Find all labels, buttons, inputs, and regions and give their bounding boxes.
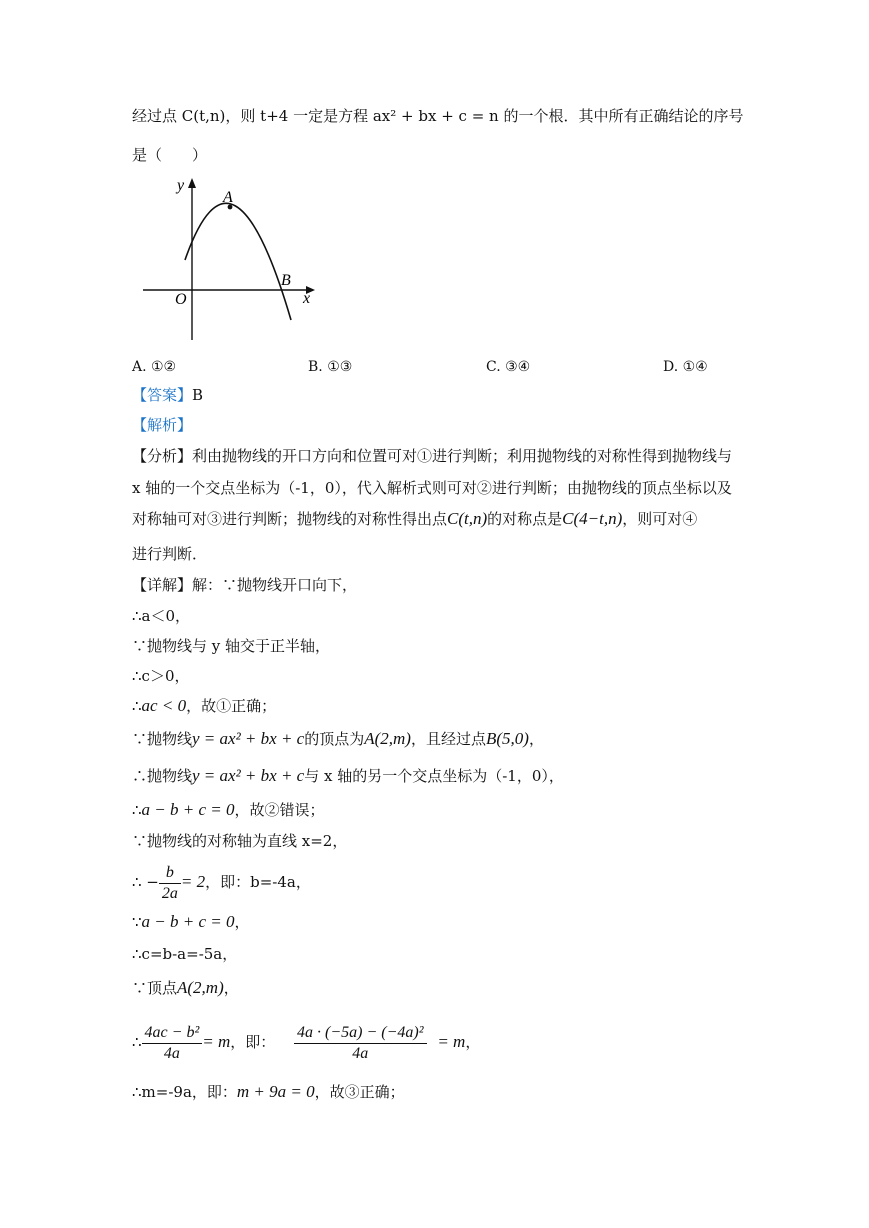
axis-fraction	[159, 863, 181, 904]
vertex-a-expr: A(2,m)	[364, 729, 411, 748]
parabola-equation: y = ax² + bx + c	[192, 729, 305, 748]
detail-line-14-comma: ，	[465, 1033, 481, 1051]
answer-value: B	[192, 386, 204, 404]
detail-line-6-text-b: 的顶点为	[304, 730, 365, 748]
detail-line-11	[132, 912, 250, 932]
y-axis-arrow	[188, 178, 196, 188]
origin-label: O	[175, 291, 187, 308]
detail-line-14-text: ，即：	[230, 1033, 276, 1051]
option-a: A. ①②	[132, 359, 177, 375]
analysis-line-1: 【分析】利由抛物线的开口方向和位置可对①进行判断；利用抛物线的对称性得到抛物线与	[132, 447, 733, 465]
y-axis-label: y	[177, 177, 185, 194]
point-a-label: A	[223, 189, 233, 206]
option-b: B. ①③	[308, 359, 353, 375]
analysis-line-4: 进行判断．	[132, 545, 208, 563]
detail-line-5	[132, 696, 276, 716]
detail-line-1: 【详解】解：∵抛物线开口向下，	[132, 576, 358, 594]
detail-line-8-text: ，故②错误；	[234, 801, 325, 819]
substituted-equals-m: = m	[437, 1032, 466, 1051]
detail-line-11-text: ，	[234, 913, 250, 931]
detail-line-15-text-a: ∴m=-9a，即：	[132, 1083, 237, 1101]
detail-line-7-text-b: 与 x 轴的另一个交点坐标为（-1，0），	[304, 767, 564, 785]
detail-line-7	[132, 766, 564, 786]
option-d: D. ①④	[663, 359, 708, 375]
vertex-fraction-denominator: 4a	[163, 1044, 180, 1062]
because-symbol: ∵	[132, 913, 142, 931]
vertex-a-expr-2: A(2,m)	[177, 978, 224, 997]
analysis-line-3-text-c: ，则可对④	[622, 510, 698, 528]
detail-line-2: ∴a＜0，	[132, 607, 191, 625]
detail-line-15-text-b: ，故③正确；	[314, 1083, 405, 1101]
symmetric-point-expr: C(4−t,n)	[562, 509, 623, 528]
detail-line-6	[132, 729, 544, 749]
detail-line-8	[132, 800, 325, 820]
x-axis-label: x	[303, 290, 311, 307]
question-line-2: 是（ ）	[132, 146, 208, 164]
analysis-line-3-text-b: 的对称点是	[487, 510, 563, 528]
parabola-figure	[135, 172, 335, 342]
analysis-line-3-text-a: 对称轴可对③进行判断；抛物线的对称性得出点	[132, 510, 448, 528]
abc-sum-expr-2: a − b + c = 0	[141, 912, 235, 931]
therefore-symbol-2: ∴	[132, 801, 142, 819]
analysis-tag: 【解析】	[132, 416, 193, 434]
vertex-fraction-numerator: 4ac − b²	[142, 1023, 203, 1044]
detail-line-13-text-a: ∵顶点	[132, 979, 178, 997]
substituted-fraction-numerator: 4a · (−5a) − (−4a)²	[294, 1023, 427, 1044]
analysis-line-3	[132, 509, 697, 529]
detail-line-6-text-a: ∵抛物线	[132, 730, 193, 748]
detail-line-10	[132, 860, 311, 904]
detail-line-12: ∴c=b-a=-5a，	[132, 945, 238, 963]
therefore-symbol-3: ∴	[132, 1033, 142, 1051]
detail-line-6-text-c: ，且经过点	[410, 730, 486, 748]
axis-equals: = 2	[180, 872, 206, 891]
option-c: C. ③④	[486, 359, 531, 375]
detail-line-3: ∵抛物线与 y 轴交于正半轴，	[132, 637, 331, 655]
detail-line-9: ∵抛物线的对称轴为直线 x=2，	[132, 832, 348, 850]
detail-line-5-text: ，故①正确；	[186, 697, 277, 715]
detail-line-13-text-b: ，	[223, 979, 239, 997]
axis-fraction-denominator: 2a	[161, 884, 178, 902]
parabola-equation-2: y = ax² + bx + c	[192, 766, 305, 785]
analysis-line-2: x 轴的一个交点坐标为（-1，0），代入解析式则可对②进行判断；由抛物线的顶点坐标以及	[132, 479, 732, 497]
parabola-curve	[185, 203, 291, 320]
m-plus-9a-expr: m + 9a = 0	[236, 1082, 315, 1101]
answer-tag: 【答案】	[132, 386, 193, 404]
axis-fraction-numerator: b	[159, 863, 181, 884]
vertex-equals-m: = m	[202, 1032, 231, 1051]
detail-line-10-text: ，即：b=-4a，	[205, 873, 311, 891]
therefore-minus: ∴ −	[132, 873, 159, 891]
point-b-expr: B(5,0)	[485, 729, 529, 748]
answer-line	[132, 385, 203, 405]
point-b-label: B	[281, 272, 291, 289]
detail-line-14	[132, 1018, 480, 1066]
detail-line-15	[132, 1082, 405, 1102]
question-line-1: 经过点 C(t,n)，则 t+4 一定是方程 ax² + bx + c = n 的一个根．其中所有正确结论的序号	[132, 107, 744, 125]
substituted-fraction-denominator: 4a	[352, 1044, 369, 1062]
ac-negative-expr: ac < 0	[141, 696, 187, 715]
detail-line-4: ∴c＞0，	[132, 667, 190, 685]
detail-line-6-text-d: ，	[528, 730, 544, 748]
therefore-symbol: ∴	[132, 697, 142, 715]
substituted-fraction	[294, 1023, 427, 1064]
abc-sum-expr: a − b + c = 0	[141, 800, 235, 819]
detail-line-7-text-a: ∴抛物线	[132, 767, 193, 785]
detail-line-13	[132, 978, 239, 998]
point-c-expr: C(t,n)	[447, 509, 488, 528]
vertex-fraction	[142, 1023, 203, 1064]
